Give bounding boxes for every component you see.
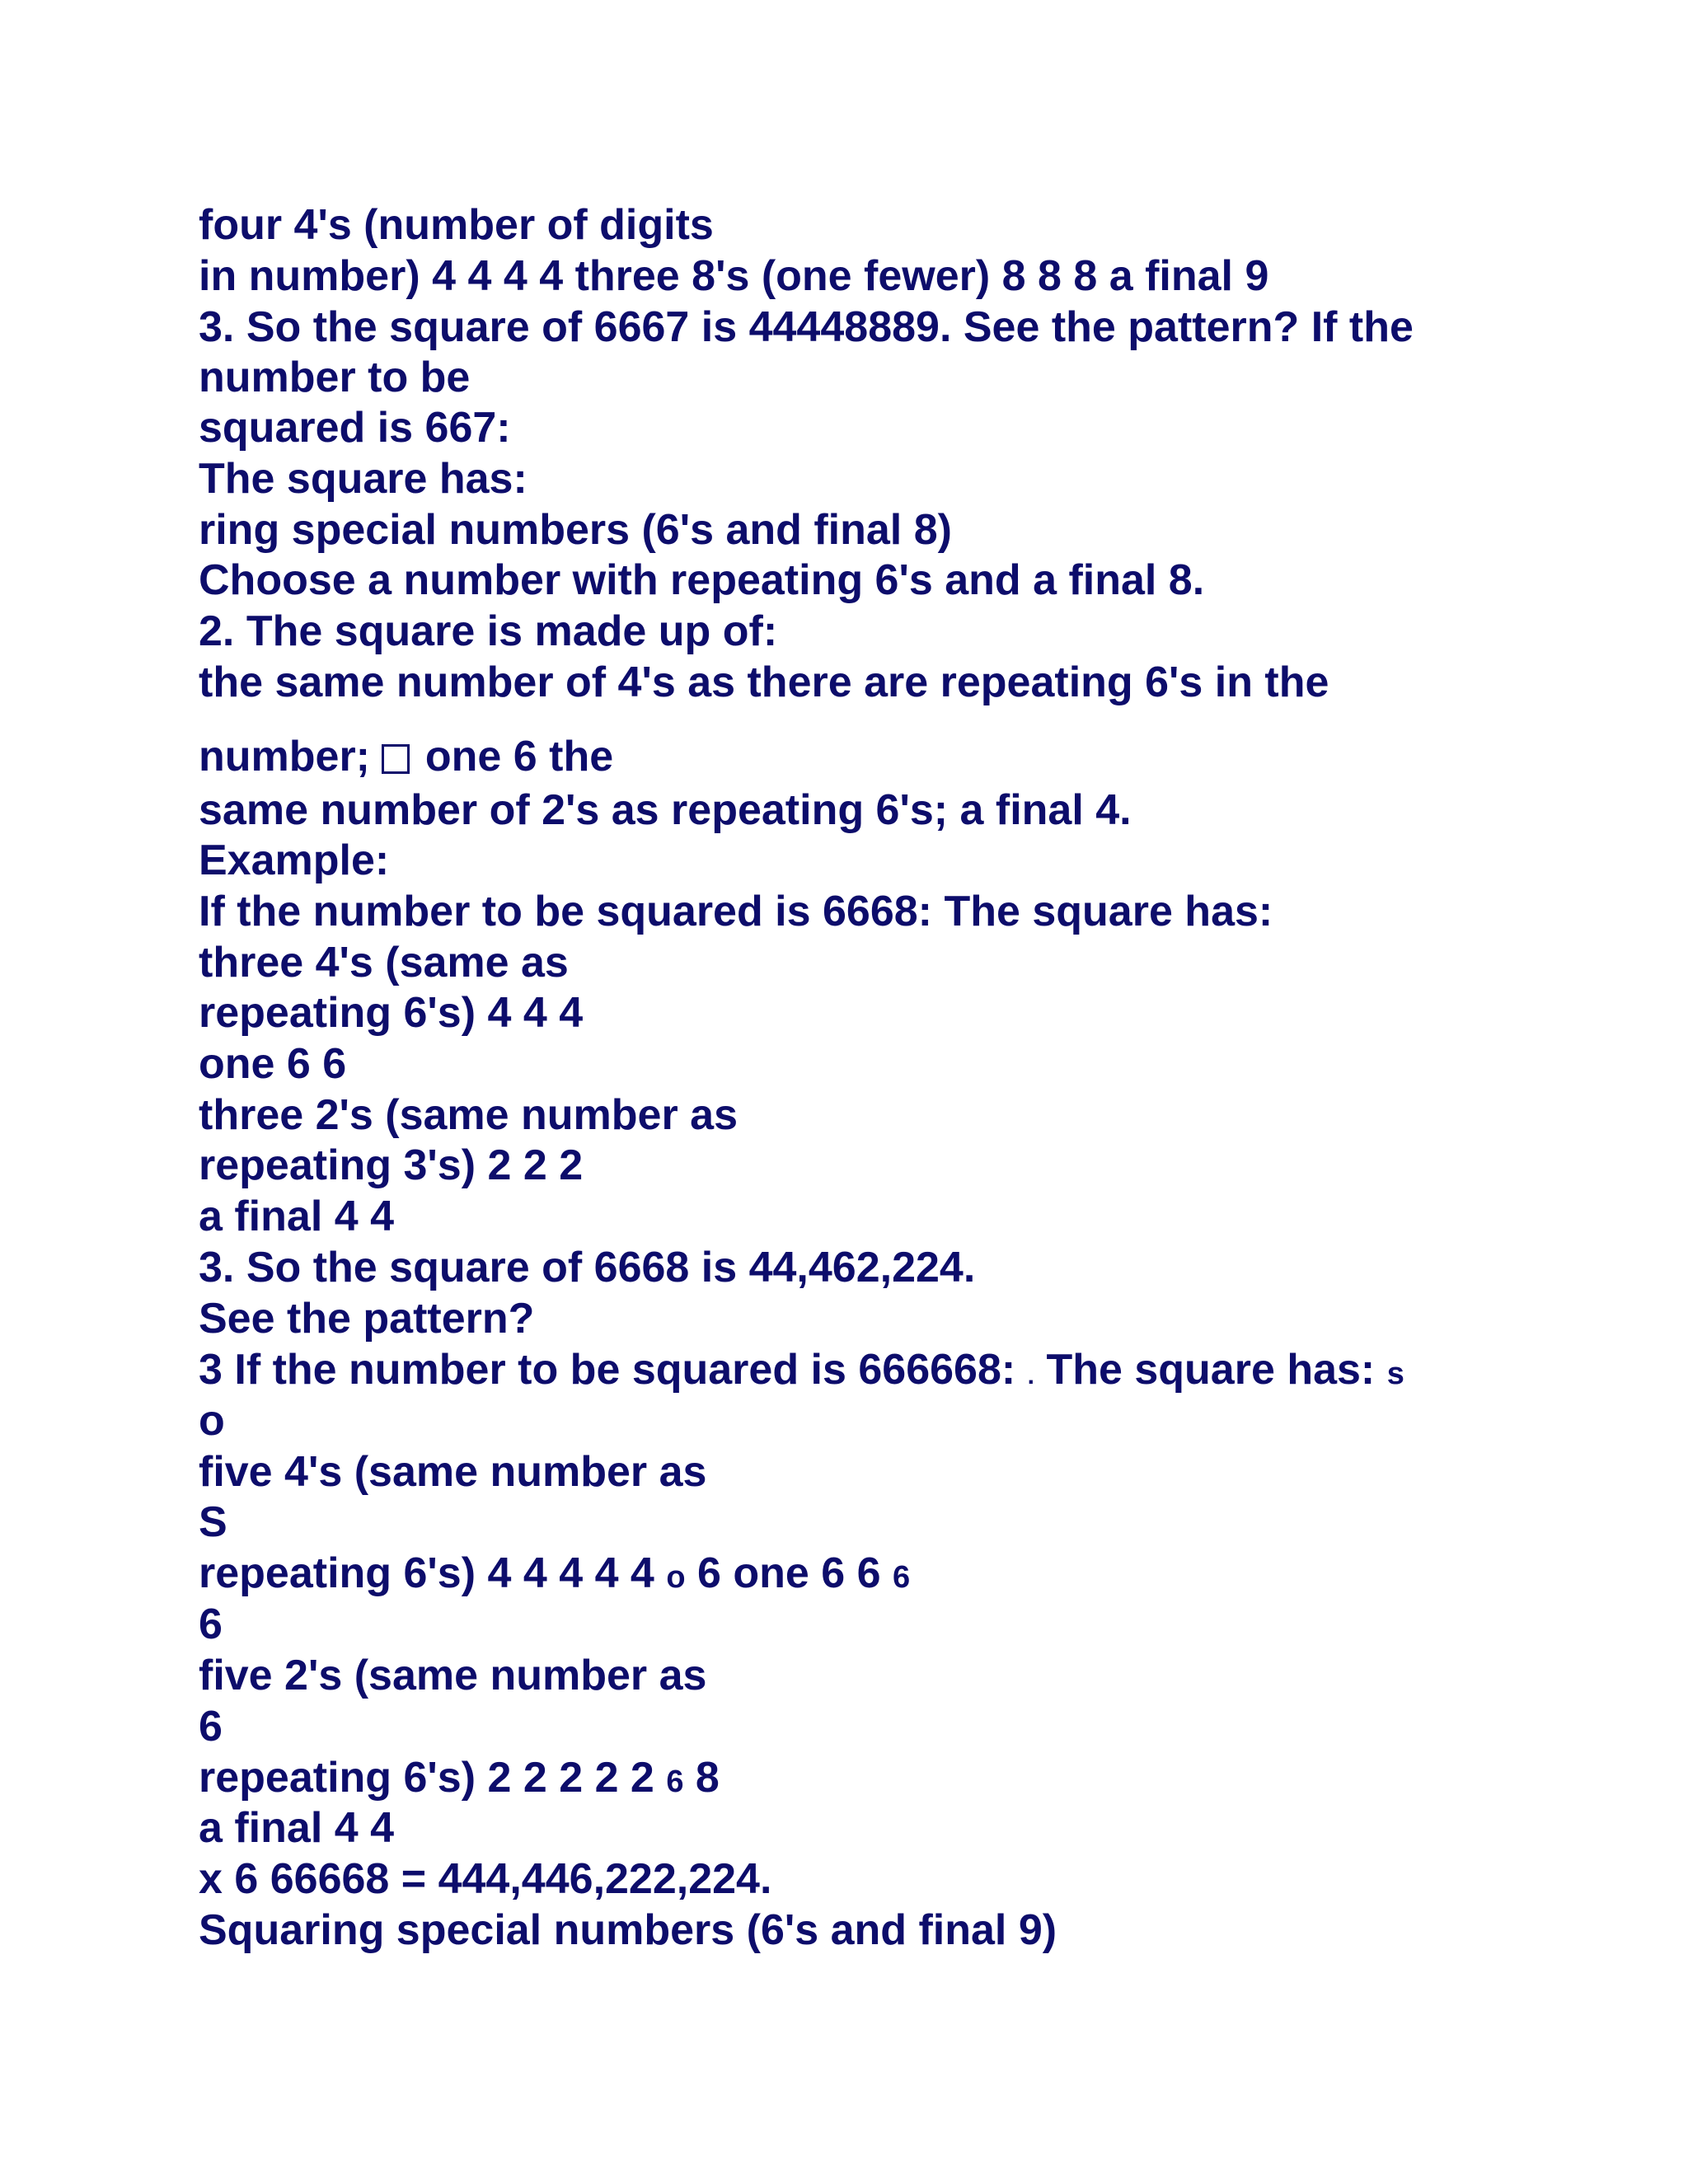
text-line [199, 1344, 1404, 1402]
text-fragment: one 6 the [424, 733, 614, 780]
text-line: in number) 4 4 4 4 three 8's (one fewer) 8 8 8 a final 9 [199, 252, 1269, 300]
text-line: S [199, 1498, 227, 1546]
text-fragment: 6 one 6 6 [685, 1549, 893, 1597]
text-line: three 2's (same number as [199, 1091, 738, 1139]
text-line: number to be [199, 354, 471, 401]
text-fragment: 8 [683, 1754, 720, 1802]
text-line: five 4's (same number as [199, 1448, 707, 1496]
text-line: Example: [199, 837, 390, 884]
text-line: repeating 3's) 2 2 2 [199, 1141, 584, 1189]
text-line: See the pattern? [199, 1295, 535, 1343]
text-line: ring special numbers (6's and final 8) [199, 506, 952, 554]
text-fragment: 3 If the number to be squared is 666668: [199, 1346, 1028, 1394]
text-line: x 6 66668 = 444,446,222,224. [199, 1855, 772, 1903]
text-fragment: 6 [666, 1765, 684, 1799]
text-line: one 6 6 [199, 1040, 347, 1088]
text-line: 3. So the square of 6667 is 44448889. See the pattern? If the [199, 303, 1414, 351]
text-line: 6 [199, 1703, 223, 1750]
text-line: three 4's (same as [199, 939, 569, 987]
text-line: o [199, 1397, 225, 1445]
text-fragment: o [666, 1560, 686, 1595]
text-line: 2. The square is made up of: [199, 607, 778, 655]
text-fragment: 6 [892, 1560, 911, 1595]
text-line [199, 731, 613, 782]
text-line: five 2's (same number as [199, 1652, 707, 1699]
text-line: a final 4 4 [199, 1804, 394, 1852]
text-fragment: repeating 6's) 4 4 4 4 4 [199, 1549, 667, 1597]
text-line [199, 1548, 910, 1603]
text-line: a final 4 4 [199, 1193, 394, 1240]
text-fragment: number; [199, 733, 382, 780]
text-line: same number of 2's as repeating 6's; a final 4. [199, 786, 1132, 834]
text-line: 3. So the square of 6668 is 44,462,224. [199, 1244, 976, 1291]
text-line [199, 1752, 720, 1807]
text-fragment: The square has: [1034, 1346, 1387, 1394]
text-line: The square has: [199, 455, 528, 503]
checkbox-glyph-icon [382, 744, 410, 774]
text-line: Squaring special numbers (6's and final 9) [199, 1906, 1057, 1954]
text-line: four 4's (number of digits [199, 201, 714, 249]
text-line: repeating 6's) 4 4 4 [199, 989, 584, 1037]
text-line: 6 [199, 1601, 223, 1648]
text-line: the same number of 4's as there are repeating 6's in the [199, 658, 1329, 706]
text-fragment: . [1027, 1362, 1034, 1390]
text-line: squared is 667: [199, 404, 511, 452]
text-fragment: s [1386, 1357, 1404, 1391]
text-line: Choose a number with repeating 6's and a final 8. [199, 556, 1205, 604]
text-fragment: repeating 6's) 2 2 2 2 2 [199, 1754, 667, 1802]
text-line: If the number to be squared is 6668: The square has: [199, 888, 1273, 935]
